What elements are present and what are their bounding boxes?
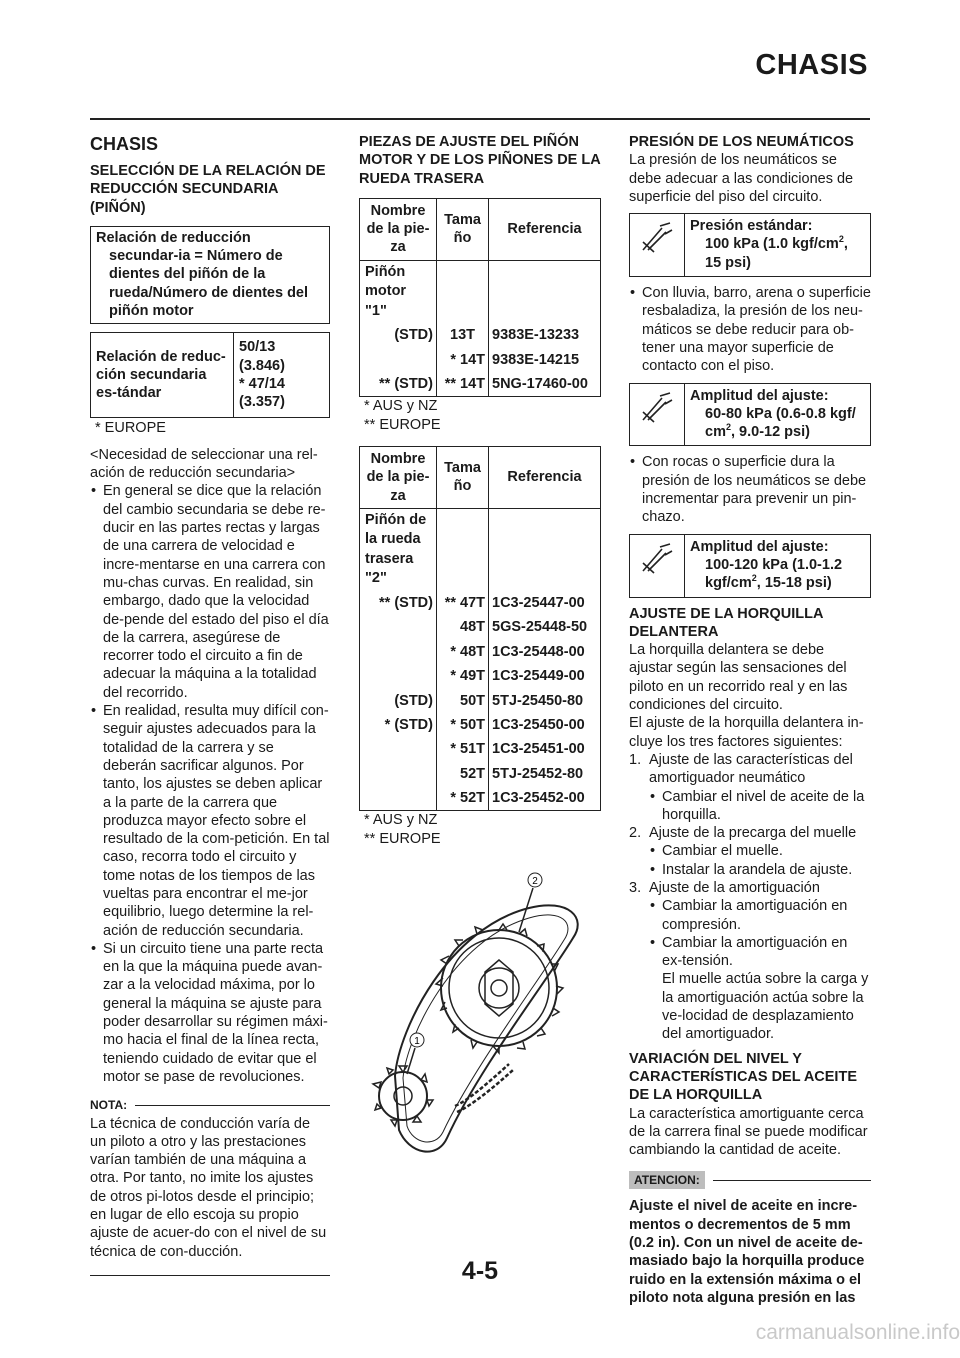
list-item-text: Cambiar la amortiguación en ex-tensión. bbox=[662, 934, 848, 970]
footnote: * AUS y NZ bbox=[364, 398, 438, 415]
ref-cell: 1C3-25447-00 bbox=[492, 594, 585, 611]
note-rule bbox=[135, 1105, 330, 1106]
caution-label: ATENCION: bbox=[629, 1171, 705, 1189]
tire-pressure-intro: La presión de los neumáticos se debe adecuar a las condiciones de superficie del piso del circuito. bbox=[629, 152, 854, 205]
std-cell bbox=[360, 737, 436, 761]
std-cell bbox=[360, 615, 436, 639]
spec-value: kgf/cm bbox=[705, 575, 752, 592]
page-number: 4-5 bbox=[461, 1257, 499, 1285]
ref-cell: 9383E-14215 bbox=[492, 351, 580, 368]
footnote: * EUROPE bbox=[95, 419, 166, 436]
spec-value: cm bbox=[705, 424, 726, 441]
list-item: • Si un circuito tiene una parte recta en la que la máquina puede avan-zar a la velocidad máxima, por lo general la máquina se ajuste para poder desarrollar su régimen máxi-mo hacia el final de la línea recta, teniendo cuidado de evitar que el motor se pase de revoluciones. bbox=[90, 940, 330, 1086]
caution-rule bbox=[713, 1180, 871, 1181]
std-cell bbox=[360, 664, 436, 688]
ref-cell: 1C3-25448-00 bbox=[492, 643, 585, 660]
standard-ratio-values bbox=[234, 333, 329, 416]
size-cell: 52T bbox=[460, 765, 485, 782]
list-item: • Con rocas o superficie dura la presión de los neumáticos se debe incrementar para prevenir un pin-chazo. bbox=[629, 453, 871, 526]
std-cell bbox=[360, 640, 436, 664]
necesidad-heading: <Necesidad de seleccionar una rel-ación de reducción secundaria> bbox=[90, 446, 318, 482]
size-cell: * 49T bbox=[450, 668, 485, 685]
spec-box bbox=[629, 534, 871, 598]
watermark: carmanualsonline.info bbox=[755, 1321, 960, 1344]
ratio-value: (3.846) bbox=[239, 357, 285, 374]
spec-tail: , bbox=[843, 236, 848, 253]
engine-sprocket-table bbox=[359, 198, 601, 398]
fork-steps bbox=[629, 751, 871, 1044]
header-rule bbox=[90, 118, 870, 120]
callout-2: 2 bbox=[532, 876, 538, 888]
list-item bbox=[649, 934, 871, 1044]
spec-value: 15 psi) bbox=[705, 254, 751, 271]
std-cell bbox=[360, 786, 436, 810]
ref-cell: 1C3-25452-00 bbox=[492, 790, 585, 807]
wrench-icon bbox=[630, 384, 685, 446]
size-cell: * 50T bbox=[450, 716, 485, 733]
section-title: CHASIS bbox=[90, 134, 159, 154]
spec-box bbox=[629, 213, 871, 277]
fork-paragraph: El ajuste de la horquilla delantera in-cluye los tres factores siguientes: bbox=[629, 715, 864, 750]
spec-sup: 2 bbox=[838, 234, 844, 245]
bullet-list bbox=[90, 482, 330, 1086]
ref-cell: 1C3-25451-00 bbox=[492, 741, 585, 758]
ref-cell: 5TJ-25452-80 bbox=[492, 765, 584, 782]
standard-ratio-box bbox=[90, 332, 330, 417]
ratio-value: * 47/14 bbox=[239, 375, 285, 392]
ref-cell: 5GS-25448-50 bbox=[492, 619, 588, 636]
footnote: ** EUROPE bbox=[364, 830, 441, 847]
ref-cell: 1C3-25449-00 bbox=[492, 668, 585, 685]
spec-value: 60-80 kPa (0.6-0.8 kgf/ bbox=[705, 405, 856, 422]
spec-tail: , 15-18 psi) bbox=[756, 575, 832, 592]
note-header bbox=[90, 1096, 330, 1114]
spec-sup: 2 bbox=[725, 422, 731, 433]
spec-tail: , 9.0-12 psi) bbox=[730, 424, 810, 441]
spec-label: Presión estándar: bbox=[690, 218, 813, 235]
tire-pressure-title: PRESIÓN DE LOS NEUMÁTICOS bbox=[629, 134, 854, 150]
ratio-definition: Relación de reducción secundar-ia = Número de dientes del piñón de la rueda/Número de dientes del piñón motor bbox=[96, 229, 309, 320]
ratio-definition-box bbox=[90, 226, 330, 324]
ref-cell: 5NG-17460-00 bbox=[492, 376, 588, 393]
header-title: CHASIS bbox=[755, 49, 868, 81]
header-size: Tama ño bbox=[437, 447, 489, 509]
spec-value: 100 kPa (1.0 kgf/cm bbox=[705, 236, 839, 253]
size-cell: * 14T bbox=[450, 351, 485, 368]
size-cell: * 52T bbox=[450, 790, 485, 807]
sprocket-section-title: PIEZAS DE AJUSTE DEL PIÑÓN MOTOR Y DE LOS PIÑONES DE LA RUEDA TRASERA bbox=[359, 134, 601, 187]
table-header-row bbox=[360, 198, 601, 260]
std-cell bbox=[360, 348, 436, 372]
list-item: • Con lluvia, barro, arena o superficie resbaladiza, la presión de los neu-máticos se debe reducir para ob-tener una mayor superficie de contacto con el piso. bbox=[629, 284, 871, 375]
spec-label: Amplitud del ajuste: bbox=[690, 538, 829, 555]
callout-1: 1 bbox=[414, 1036, 420, 1048]
list-item bbox=[629, 824, 871, 879]
list-item: • En general se dice que la relación del cambio secundaria se debe re-ducir en las partes rectas y largas de una carrera de velocidad e incre-mentarse en una carrera con mu-chas curvas. En realidad, sin embargo, dado que la velocidad de-pende del estado del piso el día de la carrera, asegúrese de recorrer todo el circuito a fin de adecuar la máquina a la totalidad del recorrido. bbox=[90, 482, 330, 702]
caution-header bbox=[629, 1171, 871, 1189]
size-cell: 50T bbox=[460, 692, 485, 709]
column-1 bbox=[90, 133, 330, 1276]
spec-label: Amplitud del ajuste: bbox=[690, 387, 829, 404]
list-item: • Cambiar el muelle. bbox=[649, 842, 871, 860]
size-cell: 48T bbox=[460, 619, 485, 636]
part-name: Piñón motor "1" bbox=[365, 263, 407, 319]
std-cell: ** (STD) bbox=[379, 376, 433, 393]
note-text: La técnica de conducción varía de un piloto a otro y las prestaciones varían también de una máquina a otra. Por tanto, no imite los ajustes de otros pi-lotos desde el principio; en lugar de ello escoja su propio ajuste de acuer-do con el nivel de su técnica de con-ducción. bbox=[90, 1115, 327, 1260]
size-cell: 13T bbox=[450, 327, 475, 344]
standard-ratio-label: Relación de reduc-ción secundaria es-tándar bbox=[91, 333, 234, 416]
bullet-list bbox=[629, 284, 871, 375]
table-row bbox=[360, 508, 601, 811]
wrench-icon bbox=[630, 535, 685, 597]
list-item bbox=[629, 879, 871, 1044]
spec-sup: 2 bbox=[751, 573, 757, 584]
column-3 bbox=[629, 133, 871, 1307]
step-number: 3. bbox=[629, 879, 642, 896]
ratio-value: (3.357) bbox=[239, 394, 285, 411]
spec-value: 100-120 kPa (1.0-1.2 bbox=[705, 556, 843, 573]
step-text: Ajuste de la amortiguación bbox=[649, 879, 820, 896]
part-name: Piñón de la rueda trasera "2" bbox=[365, 511, 427, 587]
ref-cell: 5TJ-25450-80 bbox=[492, 692, 584, 709]
fork-title: AJUSTE DE LA HORQUILLA DELANTERA bbox=[629, 605, 823, 640]
step-text: Ajuste de las características del amortiguador neumático bbox=[649, 751, 853, 787]
caution-text: Ajuste el nivel de aceite en incre-mentos o decrementos de 5 mm (0.2 in). Con un nivel de aceite de-masiado bajo la horquilla produce ruido en la extensión máxima o el piloto nota alguna presión en las bbox=[629, 1198, 865, 1306]
list-item bbox=[629, 751, 871, 824]
rear-sprocket-table bbox=[359, 446, 601, 811]
header-name: Nombre de la pie-za bbox=[360, 198, 437, 260]
oil-paragraph: La característica amortiguante cerca de la carrera final se puede modificar cambiando la cantidad de aceite. bbox=[629, 1105, 868, 1159]
ref-cell: 9383E-13233 bbox=[492, 327, 580, 344]
header-ref: Referencia bbox=[489, 447, 601, 509]
bullet-list bbox=[629, 453, 871, 526]
list-item: • En realidad, resulta muy difícil con-seguir ajustes adecuados para la totalidad de la carrera y se deberán sacrificar algunos. Por tanto, los ajustes se deben aplicar a la parte de la carrera que produzca mayor efecto sobre el resultado de la com-petición. En tal caso, recorra todo el circuito y tome notas de los tiempos de las vueltas para encontrar el me-jor equilibrio, luego determine la rel-ación de reducción secundaria. bbox=[90, 702, 330, 940]
ref-cell: 1C3-25450-00 bbox=[492, 716, 585, 733]
step-text: Ajuste de la precarga del muelle bbox=[649, 825, 857, 842]
size-cell: * 48T bbox=[450, 643, 485, 660]
wrench-icon bbox=[630, 214, 685, 276]
oil-title: VARIACIÓN DEL NIVEL Y CARACTERÍSTICAS DEL ACEITE DE LA HORQUILLA bbox=[629, 1050, 857, 1104]
subsection-title: SELECCIÓN DE LA RELACIÓN DE REDUCCIÓN SECUNDARIA (PIÑÓN) bbox=[90, 163, 326, 216]
header-name: Nombre de la pie-za bbox=[360, 447, 437, 509]
size-cell: * 51T bbox=[450, 741, 485, 758]
list-item: • Cambiar el nivel de aceite de la horquilla. bbox=[649, 788, 871, 825]
std-cell bbox=[360, 762, 436, 786]
note-label: NOTA: bbox=[90, 1098, 128, 1113]
size-cell: ** 47T bbox=[444, 594, 485, 611]
table-row bbox=[360, 260, 601, 397]
fork-paragraph: La horquilla delantera se debe ajustar según las sensaciones del piloto en un recorrido real y en las condiciones del circuito. bbox=[629, 642, 848, 714]
header-size: Tama ño bbox=[437, 198, 489, 260]
spec-box bbox=[629, 383, 871, 447]
footnote: * AUS y NZ bbox=[364, 812, 438, 829]
list-item: • Cambiar la amortiguación en compresión. bbox=[649, 897, 871, 934]
step-extra: El muelle actúa sobre la carga y la amortiguación actúa sobre la ve-locidad de desplazamiento del amortiguador. bbox=[662, 971, 869, 1043]
header-ref: Referencia bbox=[489, 198, 601, 260]
std-cell: ** (STD) bbox=[379, 594, 433, 611]
step-number: 2. bbox=[629, 825, 642, 842]
footnote: ** EUROPE bbox=[364, 416, 441, 433]
table-header-row bbox=[360, 447, 601, 509]
std-cell: (STD) bbox=[394, 327, 433, 344]
list-item: • Instalar la arandela de ajuste. bbox=[649, 861, 871, 879]
step-number: 1. bbox=[629, 751, 642, 768]
column-2 bbox=[359, 133, 601, 1193]
std-cell: * (STD) bbox=[384, 716, 433, 733]
ratio-value: 50/13 bbox=[239, 339, 276, 356]
std-cell: (STD) bbox=[394, 692, 433, 709]
sprocket-chain-illustration bbox=[359, 868, 601, 1188]
size-cell: ** 14T bbox=[444, 376, 485, 393]
